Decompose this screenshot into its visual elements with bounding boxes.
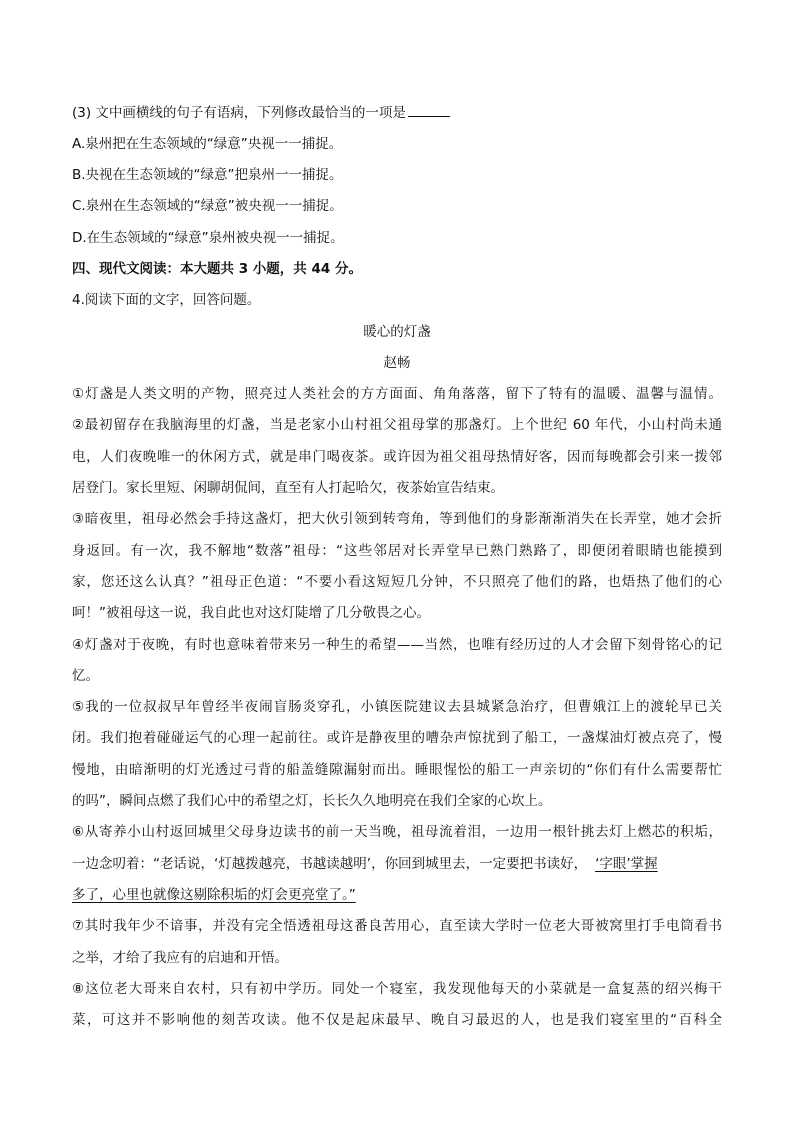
article-line: ④灯盏对于夜晚，有时也意味着带来另一种生的希望——当然，也唯有经历过的人才会留下刻骨铭心的记 <box>72 637 722 653</box>
article-line: 慢地，由暗渐明的灯光透过弓背的船盖缝隙漏射而出。睡眼惺忪的船工一声亲切的“你们有什么需要帮忙 <box>72 762 722 778</box>
option-c: C.泉州在生态领域的“绿意”被央视一一捕捉。 <box>72 198 343 214</box>
option-a: A.泉州把在生态领域的“绿意”央视一一捕捉。 <box>72 136 343 152</box>
article-line: 闭。我们抱着碰碰运气的心理一起前往。或许是静夜里的嘈杂声惊扰到了船工，一盏煤油灯被点亮了，慢 <box>72 730 722 746</box>
article-line: 的吗”，瞬间点燃了我们心中的希望之灯，长长久久地明亮在我们全家的心坎上。 <box>72 793 552 809</box>
article-line: ⑧这位老大哥来自农村，只有初中学历。同处一个寝室，我发现他每天的小菜就是一盒复蒸的绍兴梅干 <box>72 981 722 997</box>
article-line: 电，人们夜晚唯一的休闲方式，就是串门喝夜茶。或许因为祖父祖母热情好客，因而每晚都会引来一拨邻 <box>72 449 722 465</box>
article-line-text: 一边念叨着：“老话说，‘灯越拨越亮，书越读越明’，你回到城里去，一定要把书读好， <box>72 856 588 872</box>
article-line: ⑥从寄养小山村返回城里父母身边读书的前一天当晚，祖母流着泪，一边用一根针挑去灯上燃芯的积垢， <box>72 824 722 840</box>
option-b: B.央视在生态领域的“绿意”把泉州一一捕捉。 <box>72 167 343 183</box>
section-heading: 四、现代文阅读：本大题共 3 小题，共 44 分。 <box>72 261 362 277</box>
article-line: 之举，才给了我应有的启迪和开悟。 <box>72 950 288 966</box>
article-line: 忆。 <box>72 668 99 684</box>
underlined-sentence-continued: 多了，心里也就像这剔除积垢的灯会更亮堂了。” <box>72 887 356 903</box>
article-line: ⑦其时我年少不谙事，并没有完全悟透祖母这番良苦用心，直至读大学时一位老大哥被窝里打手电筒看书 <box>72 918 722 934</box>
article-title: 暖心的灯盏 <box>363 324 431 340</box>
article-line: ②最初留存在我脑海里的灯盏，当是老家小山村祖父祖母掌的那盏灯。上个世纪 60 年代，小山村尚未通 <box>72 417 722 433</box>
question-stem <box>72 104 450 122</box>
underlined-sentence: ‘字眼’掌握 <box>595 856 658 872</box>
article-line: ⑤我的一位叔叔早年曾经半夜闹盲肠炎穿孔，小镇医院建议去县城紧急治疗，但曹娥江上的渡轮早已关 <box>72 699 722 715</box>
article-line: ①灯盏是人类文明的产物，照亮过人类社会的方方面面、角角落落，留下了特有的温暖、温馨与温情。 <box>72 386 722 402</box>
article-line: 居登门。家长里短、闲聊胡侃间，直至有人打起哈欠，夜茶始宣告结束。 <box>72 480 504 496</box>
answer-blank <box>408 104 450 117</box>
section-instruction: 4.阅读下面的文字，回答问题。 <box>72 292 261 308</box>
article-author: 赵畅 <box>383 355 411 371</box>
article-line: 菜，可这并不影响他的刻苦攻读。他不仅是起床最早、晚自习最迟的人，也是我们寝室里的“百科全 <box>72 1012 722 1028</box>
article-line: 呵！”被祖母这一说，我自此也对这灯陡增了几分敬畏之心。 <box>72 605 430 621</box>
option-d: D.在生态领域的“绿意”泉州被央视一一捕捉。 <box>72 230 344 246</box>
question-stem-text: (3) 文中画横线的句子有语病，下列修改最恰当的一项是 <box>72 105 406 121</box>
article-line-with-underline <box>72 855 658 873</box>
article-line: ③暗夜里，祖母必然会手持这盏灯，把大伙引领到转弯角，等到他们的身影渐渐消失在长弄堂，她才会折 <box>72 511 722 527</box>
article-line: 身返回。有一次，我不解地“数落”祖母：“这些邻居对长弄堂早已熟门熟路了，即便闭着眼睛也能摸到 <box>72 543 722 559</box>
article-line: 家，您还这么认真？”祖母正色道：“不要小看这短短几分钟，不只照亮了他们的路，也焐热了他们的心 <box>72 574 722 590</box>
